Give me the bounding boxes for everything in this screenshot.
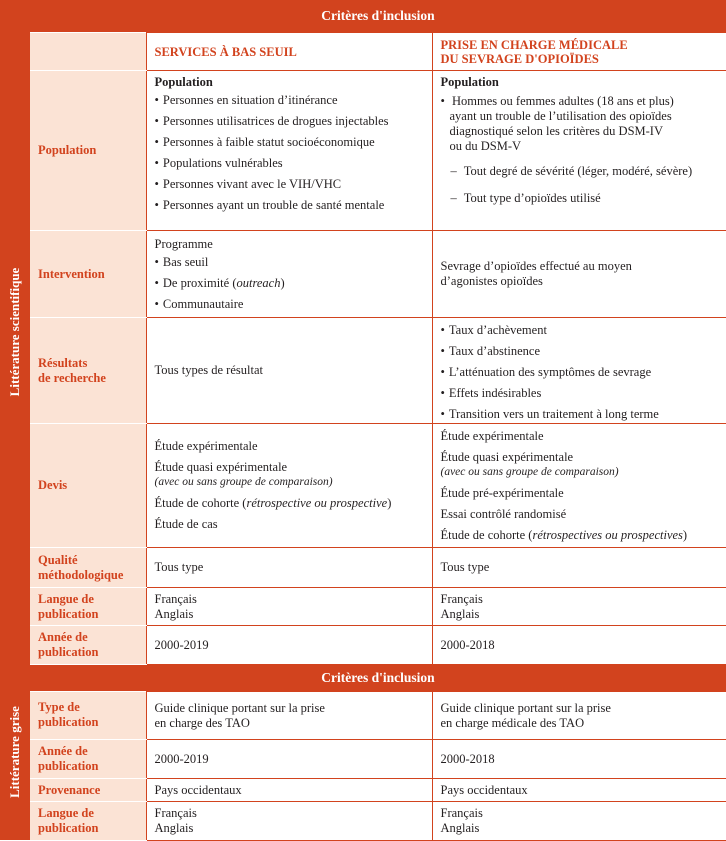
list-item: • Taux d’achèvement <box>441 323 718 338</box>
pubtype-label-line1: Type de <box>38 700 80 715</box>
pubtype-col2-line2: en charge médicale des TAO <box>440 715 585 730</box>
col2-header-cell <box>432 33 726 71</box>
list-subitem: – Tout degré de sévérité (léger, modéré, sévère) <box>451 164 718 179</box>
results-col2-cell <box>432 318 726 424</box>
list-item <box>441 94 718 154</box>
intervention-col2-cell <box>432 231 726 318</box>
population-col2-list <box>441 94 718 154</box>
grey-language-col2-line2: Anglais <box>440 821 480 835</box>
row-label-results <box>30 318 146 424</box>
design-col1-quasi-note: (avec ou sans groupe de comparaison) <box>154 476 333 488</box>
design-col1-cohort-suffix: ) <box>387 496 392 510</box>
row-label-population: Population <box>30 71 146 231</box>
design-col1-item <box>155 460 424 490</box>
design-col2-item: Étude expérimentale <box>440 428 544 443</box>
col1-header-cell <box>146 33 432 71</box>
language-col2-line2: Anglais <box>440 606 480 621</box>
design-col2-quasi-note: (avec ou sans groupe de comparaison) <box>440 465 619 478</box>
row-language <box>30 588 726 626</box>
row-population <box>30 71 726 231</box>
grey-year-label-line2: publication <box>38 759 99 773</box>
year-col1-cell: 2000-2019 <box>146 626 432 665</box>
quality-col1-cell: Tous type <box>146 548 432 588</box>
language-col1-cell <box>146 588 432 626</box>
list-item <box>155 276 424 291</box>
row-grey-language <box>30 802 726 841</box>
row-year <box>30 626 726 665</box>
intervention-outreach-italic: outreach <box>236 275 281 290</box>
population-col2-line: ayant un trouble de l’utilisation des opioïdes <box>449 109 672 123</box>
list-item: • L’atténuation des symptômes de sevrage <box>441 365 718 380</box>
row-quality <box>30 548 726 588</box>
row-pubtype <box>30 692 726 740</box>
population-col2-line: diagnostiqué selon les critères du DSM-IV <box>449 124 664 138</box>
row-results <box>30 318 726 424</box>
col1-title: SERVICES À BAS SEUIL <box>154 44 297 59</box>
population-col2-line: ou du DSM-V <box>449 139 522 153</box>
list-item: • Communautaire <box>155 297 424 312</box>
results-col2-list <box>441 323 718 422</box>
design-col2-item: Étude pré-expérimentale <box>440 485 564 500</box>
design-col2-item <box>441 450 718 480</box>
grey-language-col2-line1: Français <box>440 806 483 820</box>
language-col1-line2: Anglais <box>154 606 194 621</box>
intervention-outreach-prefix: De proximité ( <box>162 275 237 290</box>
design-col2-cohort-prefix: Étude de cohorte ( <box>440 527 533 542</box>
sidebar-grey-literature <box>0 664 30 840</box>
row-grey-year <box>30 740 726 779</box>
list-item: • Bas seuil <box>155 255 424 270</box>
list-item: • Personnes en situation d’itinérance <box>155 93 424 108</box>
population-col1-cell <box>146 71 432 231</box>
language-col1-line1: Français <box>154 591 197 606</box>
row-label-pubtype <box>30 692 146 740</box>
list-item: • Personnes ayant un trouble de santé mentale <box>155 198 424 213</box>
grey-year-label-line1: Année de <box>38 744 88 758</box>
quality-col2-cell: Tous type <box>432 548 726 588</box>
list-item: • Taux d’abstinence <box>441 344 718 359</box>
population-col2-sublist <box>441 164 718 206</box>
column-header-row <box>30 33 726 71</box>
design-col2-cell <box>432 424 726 548</box>
section-header-scientific: Critères d'inclusion <box>30 0 726 33</box>
row-origin <box>30 779 726 802</box>
population-col2-line: Hommes ou femmes adultes (18 ans et plus) <box>452 94 674 108</box>
language-col2-cell <box>432 588 726 626</box>
results-label-line1: Résultats <box>38 355 88 370</box>
intervention-col1-cell <box>146 231 432 318</box>
design-col2-cohort-italic: rétrospectives ou prospectives <box>532 527 683 542</box>
grey-language-col2-cell <box>432 802 726 841</box>
quality-label-line1: Qualité <box>38 552 78 567</box>
list-subitem: – Tout type d’opioïdes utilisé <box>451 191 718 206</box>
sidebar-grey-label: Littérature grise <box>7 706 22 798</box>
population-col1-heading: Population <box>154 75 213 89</box>
list-item: • Personnes utilisatrices de drogues injectables <box>155 114 424 129</box>
pubtype-col2-cell <box>432 692 726 740</box>
col2-title-line1: PRISE EN CHARGE MÉDICALE <box>440 37 628 52</box>
list-item: • Personnes vivant avec le VIH/VHC <box>155 177 424 192</box>
grey-language-col1-cell <box>146 802 432 841</box>
design-col1-list <box>155 439 424 532</box>
intervention-outreach-suffix: ) <box>280 275 285 290</box>
design-col2-item: Essai contrôlé randomisé <box>440 506 567 521</box>
row-label-design: Devis <box>30 424 146 548</box>
intervention-col1-list <box>155 255 424 312</box>
grey-year-col1-cell: 2000-2019 <box>146 740 432 779</box>
list-item: • Personnes à faible statut socioéconomique <box>155 135 424 150</box>
row-design <box>30 424 726 548</box>
origin-col1-cell: Pays occidentaux <box>146 779 432 802</box>
population-col2-heading: Population <box>440 75 499 89</box>
row-label-year <box>30 626 146 665</box>
grey-language-col1-line1: Français <box>154 806 197 820</box>
sidebar-scientific-label: Littérature scientifique <box>7 267 22 397</box>
design-col1-cohort-prefix: Étude de cohorte ( <box>154 496 247 510</box>
design-col2-item <box>441 528 718 543</box>
col2-title-line2: DU SEVRAGE D'OPIOÏDES <box>440 51 599 66</box>
design-col2-quasi: Étude quasi expérimentale <box>440 449 574 464</box>
year-col2-cell: 2000-2018 <box>432 626 726 665</box>
design-col1-item: Étude expérimentale <box>154 439 258 453</box>
row-label-grey-language <box>30 802 146 841</box>
row-label-intervention: Intervention <box>30 231 146 318</box>
results-label-line2: de recherche <box>38 370 106 385</box>
year-label-line1: Année de <box>38 630 88 644</box>
row-label-grey-year <box>30 740 146 779</box>
design-col1-quasi: Étude quasi expérimentale <box>154 460 288 474</box>
intervention-col2-line1: Sevrage d’opioïdes effectué au moyen <box>440 259 632 273</box>
list-item: • Transition vers un traitement à long terme <box>441 407 718 422</box>
grey-year-col2-cell: 2000-2018 <box>432 740 726 779</box>
list-item: • Effets indésirables <box>441 386 718 401</box>
pubtype-col2-line1: Guide clinique portant sur la prise <box>440 700 611 715</box>
sidebar-scientific-literature <box>0 0 30 664</box>
pubtype-col1-line1: Guide clinique portant sur la prise <box>154 700 325 715</box>
origin-col2-cell: Pays occidentaux <box>432 779 726 802</box>
design-col1-cohort-italic: rétrospective ou prospective <box>246 496 388 510</box>
grey-language-label-line2: publication <box>38 821 99 835</box>
population-col2-cell <box>432 71 726 231</box>
population-col1-list <box>155 93 424 213</box>
results-col1-cell: Tous types de résultat <box>146 318 432 424</box>
pubtype-col1-cell <box>146 692 432 740</box>
year-label-line2: publication <box>38 645 99 659</box>
language-label-line2: publication <box>38 606 99 621</box>
intervention-col1-heading: Programme <box>154 236 213 251</box>
intervention-col2-line2: d’agonistes opioïdes <box>440 274 543 288</box>
design-col1-item <box>155 496 424 511</box>
section-header-grey: Critères d'inclusion <box>30 665 726 691</box>
pubtype-label-line2: publication <box>38 715 99 730</box>
grey-language-col1-line2: Anglais <box>154 821 194 835</box>
quality-label-line2: méthodologique <box>38 567 124 582</box>
grey-language-label-line1: Langue de <box>38 806 94 820</box>
design-col2-list <box>441 429 718 543</box>
empty-corner-cell <box>30 33 146 71</box>
design-col1-cell <box>146 424 432 548</box>
grey-criteria-table <box>30 691 726 841</box>
pubtype-col1-line2: en charge des TAO <box>154 715 250 730</box>
row-intervention <box>30 231 726 318</box>
design-col2-cohort-suffix: ) <box>682 527 688 542</box>
row-label-quality <box>30 548 146 588</box>
row-label-language <box>30 588 146 626</box>
row-label-origin: Provenance <box>30 779 146 802</box>
language-label-line1: Langue de <box>38 591 94 606</box>
language-col2-line1: Français <box>440 591 483 606</box>
list-item: • Populations vulnérables <box>155 156 424 171</box>
scientific-criteria-table <box>30 32 726 665</box>
design-col1-item: Étude de cas <box>154 517 218 531</box>
